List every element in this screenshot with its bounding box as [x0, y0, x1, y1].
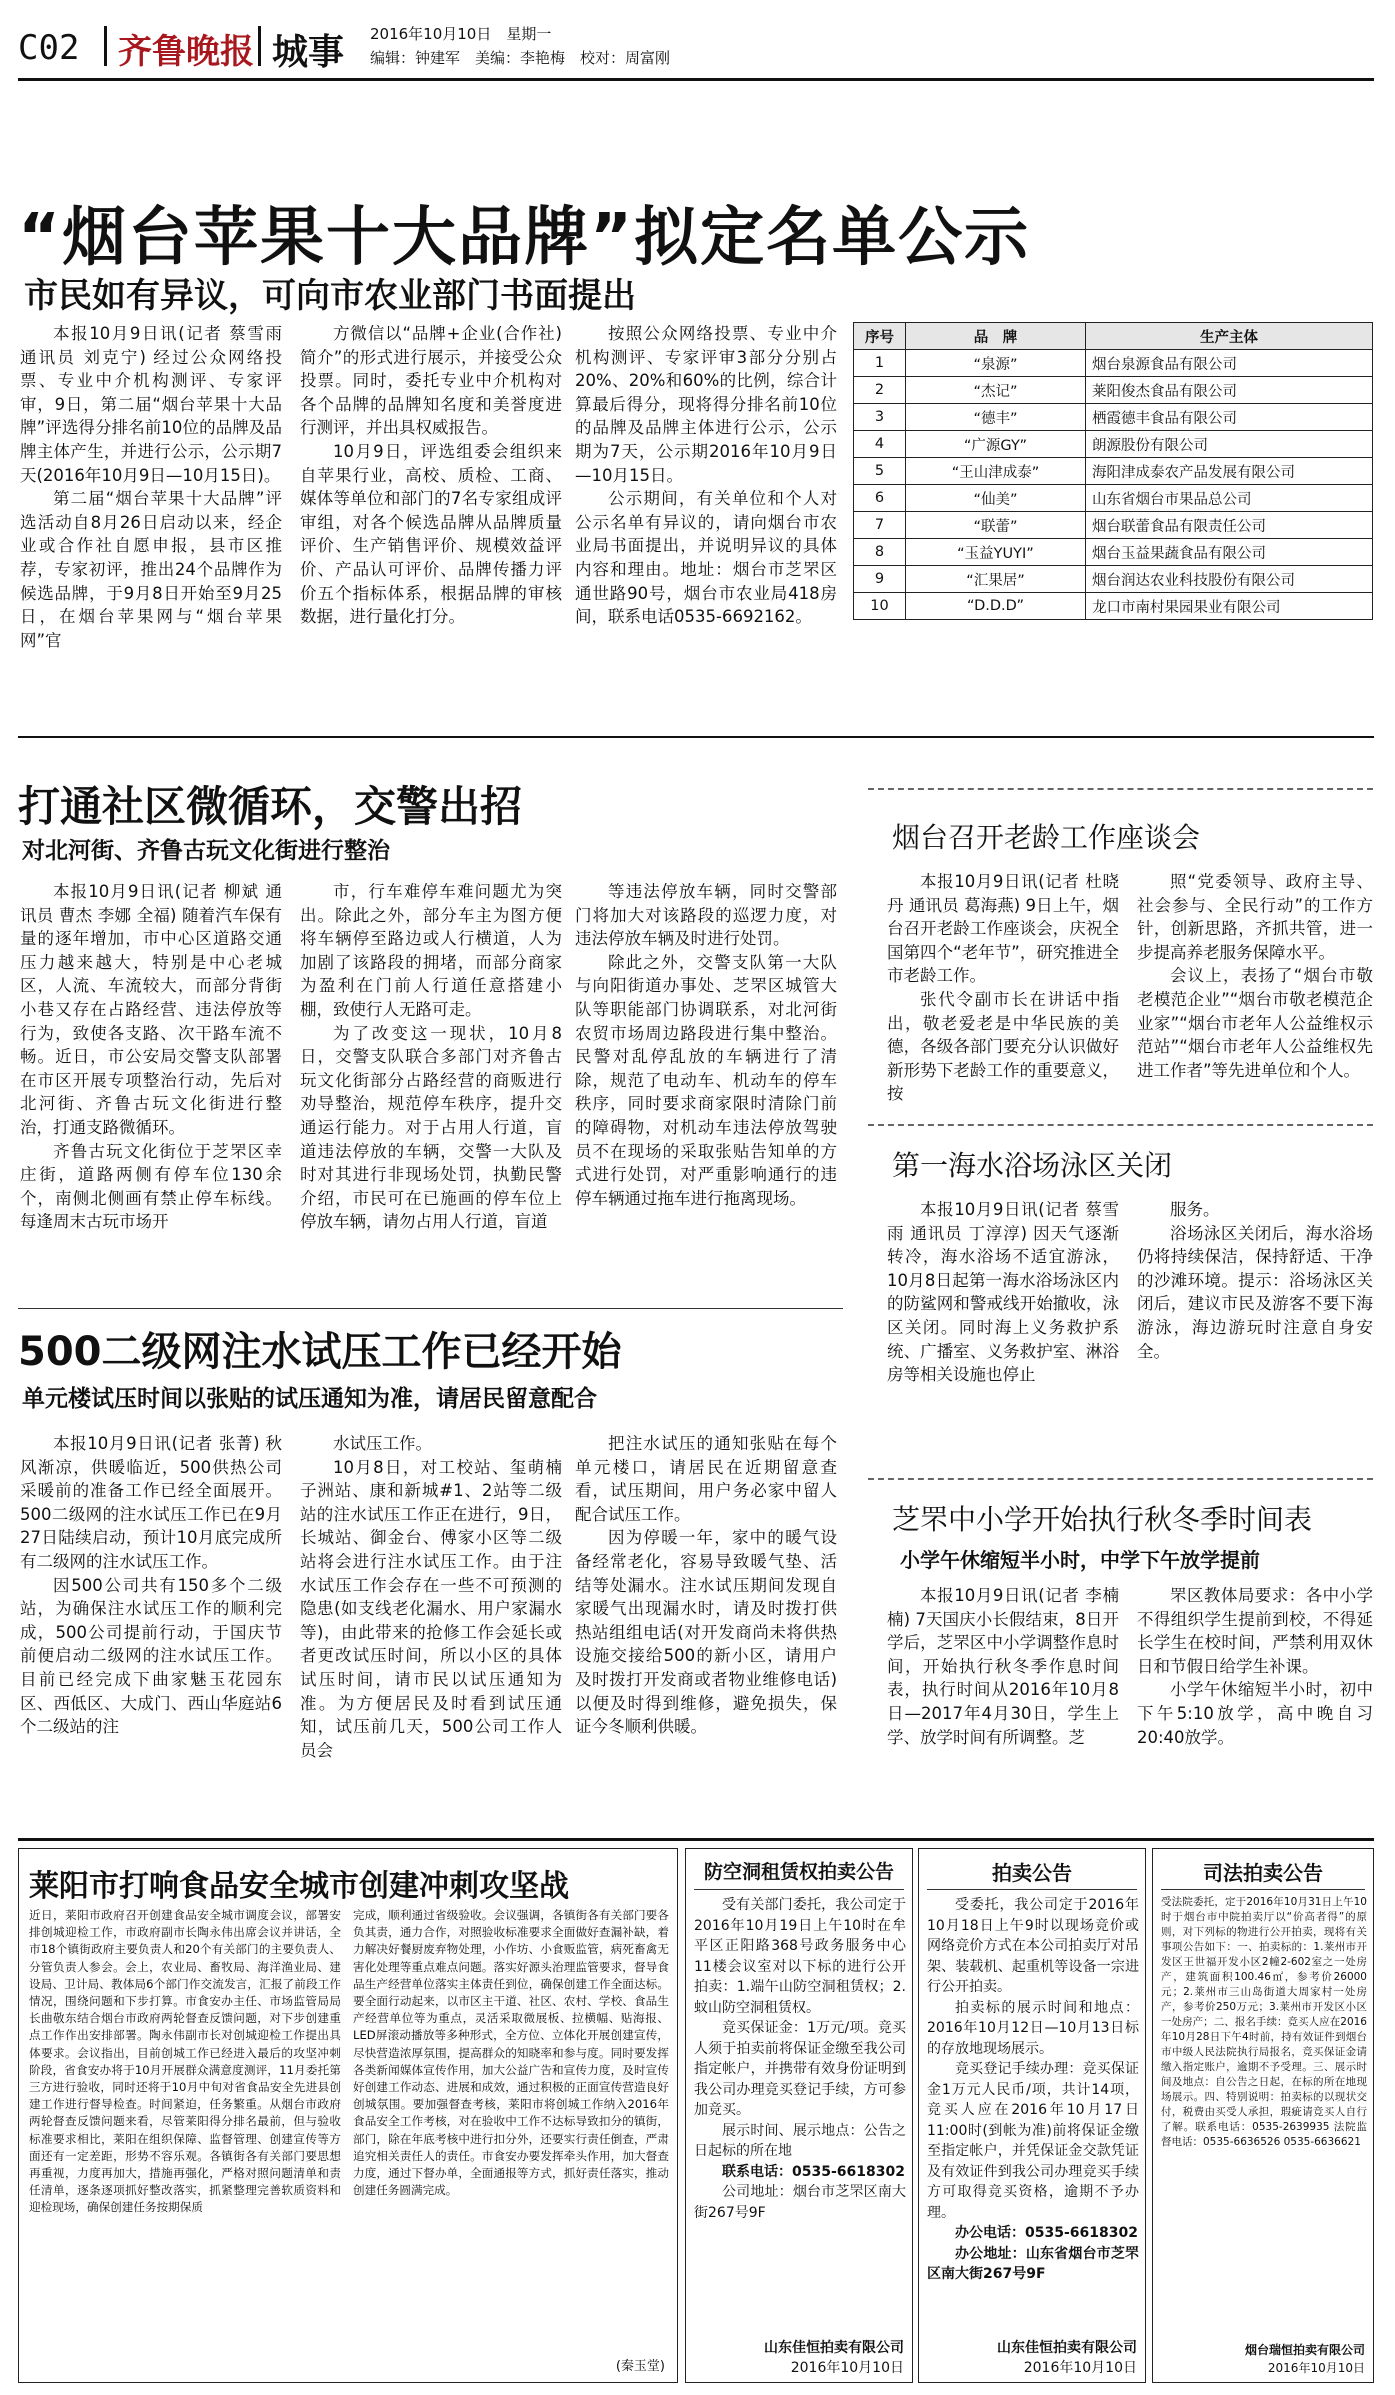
- ad-judicial-date: 2016年10月10日: [1267, 2361, 1365, 2375]
- ad-equipment-phone: 办公电话：0535-6618302: [955, 2225, 1138, 2241]
- producer-name: 栖霞德丰食品有限公司: [1086, 404, 1373, 431]
- para: 因为停暖一年，家中的暖气设备经常老化，容易导致暖气垫、活结等处漏水。注水试压期间发现自家暖气出现漏水时，请及时拨打供热站组组电话(对开发商尚未将供热设施交接给500的新小区，请用户及时拨打开发商或者物业维修电话)以便及时得到维修，避免损失，保证今冬顺利供暖。: [575, 1528, 837, 1737]
- producer-name: 莱阳俊杰食品有限公司: [1086, 377, 1373, 404]
- producer-name: 烟台玉益果蔬食品有限公司: [1086, 539, 1373, 566]
- article-elderly-col2: [1137, 870, 1373, 1110]
- subhead-heating: 单元楼试压时间以张贴的试压通知为准，请居民留意配合: [22, 1386, 597, 1412]
- para: 第二届“烟台苹果十大品牌”评选活动自8月26日启动以来，经企业或合作社自愿申报，县市区推荐，专家初评，推出24个品牌作为候选品牌，于9月8日开始至9月25日，在烟台苹果网与“烟台苹果网”官: [20, 489, 282, 650]
- para: 10月8日，对工校站、玺萌楠子洲站、康和新城#1、2站等二级站的注水试压工作正在进行，9日，长城站、御金台、傅家小区等二级站将会进行注水试压工作。由于注水试压工作会存在一些不可预测的隐患(如支线老化漏水、用户家漏水等)，由此带来的抢修工作会延长或者更改试压时间，所以小区的具体试压时间，请市民以试压通知为准。为方便居民及时看到试压通知，试压前几天，500公司工作人员会: [300, 1457, 562, 1760]
- headline-traffic: 打通社区微循环，交警出招: [18, 782, 523, 831]
- para: 公示期间，有关单位和个人对公示名单有异议的，请向烟台市农业局书面提出，并说明异议的具体内容和理由。地址：烟台市芝罘区通世路90号，烟台市农业局418房间，联系电话0535-6692162。: [575, 489, 837, 627]
- col-header: 序号: [854, 323, 906, 350]
- para: 按照公众网络投票、专业中介机构测评、专家评审3部分分别占20%、20%和60%的比例，综合计算最后得分，现将得分排名前10位的品牌及品牌主体进行公示，公示期为7天，公示期2016年10月9日—10月15日。: [575, 324, 837, 485]
- row-number: 9: [854, 566, 906, 593]
- article-traffic-col1: [20, 880, 282, 1292]
- ad-equipment-auction: [918, 1848, 1146, 2383]
- para: 拍卖标的展示时间和地点：2016年10月12日—10月13日标的存放地现场展示。: [927, 1999, 1139, 2057]
- para: 除此之外，交警支队第一大队与向阳街道办事处、芝罘区城管大队等职能部门协调联系，对北河街农贸市场周边路段进行集中整治。民警对乱停乱放的车辆进行了清除，规范了电动车、机动车的停车秩序，同时要求商家限时清除门前的障碍物，对机动车违法停放驾驶员不在现场的采取张贴告知单的方式进行处罚，对严重影响通行的违停车辆通过拖车进行拖离现场。: [575, 952, 837, 1208]
- ad-shelter-phone: 联系电话：0535-6618302: [722, 2163, 905, 2180]
- row-number: 3: [854, 404, 906, 431]
- producer-name: 烟台联蕾食品有限责任公司: [1086, 512, 1373, 539]
- para: 浴场泳区关闭后，海水浴场仍将持续保洁，保持舒适、干净的沙滩环境。提示：浴场泳区关闭后，建议市民及游客不要下海游泳，海边游玩时注意自身安全。: [1137, 1223, 1373, 1361]
- article-traffic-col3: [575, 880, 837, 1292]
- row-number: 7: [854, 512, 906, 539]
- para: 会议上，表扬了“烟台市敬老模范企业”“烟台市敬老模范企业家”“烟台市老年人公益维权示范站”“烟台市老年人公益维权先进工作者”等先进单位和个人。: [1137, 966, 1373, 1080]
- para: 方微信以“品牌+企业(合作社)简介”的形式进行展示，并接受公众投票。同时，委托专业中介机构对各个品牌的品牌知名度和美誉度进行测评，并出具权威报告。: [300, 324, 562, 438]
- table-header-row: [854, 323, 1373, 350]
- ad-food-safety-col2: 完成，顺利通过省级验收。会议强调，各镇街各有关部门要各负其责，通力合作，对照验收标准要求全面做好查漏补缺，着力解决好餐厨废弃物处理，小作坊、小食贩监管，病死畜禽无害化处理等重点难点问题。落实好源头治理监管要求，督导食品生产经营单位落实主体责任到位，确保创建工作全面达标。要全面行动起来，以市区主干道、社区、农村、学校、食品生产经营单位等为重点，灵活采取微展板、拉横幅、贴海报、LED屏滚动播放等多种形式，全方位、立体化开展创建宣传，尽快营造浓厚氛围，提高群众的知晓率和参与度。同时要发挥各类新闻媒体宣传作用，加大公益广告和宣传力度，及时宣传好创建工作动态、进展和成效，通过积极的正面宣传营造良好创城氛围。要加强督查考核，莱阳市将创城工作纳入2016年食品安全工作考核，对在验收中工作不达标导致扣分的镇街，部门，除在年底考核中进行扣分外，还要实行责任倒查，严肃追究相关责任人的责任。市食安办要发挥牵头作用，加大督查力度，通过下督办单，全面通报等方式，抓好责任落实，推动创建任务圆满完成。: [353, 1908, 669, 2198]
- row-number: 10: [854, 593, 906, 620]
- para: 小学午休缩短半小时，初中下午5:10放学，高中晚自习20:40放学。: [1137, 1680, 1373, 1747]
- ad-shelter-auction: [685, 1848, 913, 2383]
- article-heating-col2: [300, 1432, 562, 1820]
- brand-name: “泉源”: [906, 350, 1086, 377]
- para: 市，行车难停车难问题尤为突出。除此之外，部分车主为图方便将车辆停至路边或人行横道，人为加剧了该路段的拥堵，而部分商家为盈利在门前人行道任意搭建小棚，致使行人无路可走。: [300, 882, 562, 1019]
- ad-food-safety-col1: 近日，莱阳市政府召开创建食品安全城市调度会议，部署安排创城迎检工作，市政府副市长陶永伟出席会议并讲话，全市18个镇街政府主要负责人和20个有关部门的主要负责人、分管负责人参会。会上，农业局、畜牧局、海洋渔业局、建设局、卫计局、教体局6个部门作交流发言，汇报了前段工作情况，围绕问题和下步打算。市食安办主任、市场监管局局长曲敬东结合烟台市政府两轮督查反馈问题，对下步创建重点工作作出安排部署。陶永伟副市长对创城迎检工作提出具体要求。会议指出，目前创城工作已经进入最后的攻坚冲刺阶段，省食安办将于10月开展群众满意度测评，11月委托第三方进行验收，同时还将于10月中旬对省食品安全先进县创建工作进行督导检查。时间紧迫，任务繁重。从烟台市政府两轮督查反馈问题来看，尽管莱阳得分排名最前，但与验收标准要求相比，莱阳在组织保障、监督管理、创建宣传等方面还有一定差距，形势不容乐观。各镇街各有关部门要思想再重视，力度再加大，措施再强化，严格对照问题清单和责任清单，逐条逐项抓好整改落实，抓紧整理完善软质资料和迎检现场，确保创建任务按期保质: [29, 1908, 341, 2215]
- header-date: 2016年10月10日 星期一: [370, 25, 552, 43]
- section-rule: [18, 1308, 843, 1309]
- para: 服务。: [1170, 1200, 1220, 1219]
- producer-name: 烟台泉源食品有限公司: [1086, 350, 1373, 377]
- producer-name: 烟台润达农业科技股份有限公司: [1086, 566, 1373, 593]
- ad-judicial-title: 司法拍卖公告: [1203, 1861, 1323, 1885]
- para: 10月9日，评选组委会组织来自苹果行业，高校、质检、工商、媒体等单位和部门的7名专家组成评审组，对各个候选品牌从品牌质量评价、生产销售评价、规模效益评价、产品认可评价、品牌传播力评价五个指标体系，根据品牌的审核数据，进行量化打分。: [300, 441, 562, 627]
- page-number: C02: [18, 28, 80, 68]
- para: 把注水试压的通知张贴在每个单元楼口，请居民在近期留意查看，试压期间，用户务必家中留人配合试压工作。: [575, 1434, 837, 1524]
- para: 等违法停放车辆，同时交警部门将加大对该路段的巡逻力度，对违法停放车辆及时进行处罚。: [575, 882, 837, 949]
- article-schedule-col1: [887, 1584, 1119, 1824]
- table-row: [854, 431, 1373, 458]
- para: 受有关部门委托，我公司定于2016年10月19日上午10时在牟平区正阳路368号政务服务中心11楼会议室对以下标的进行公开拍卖：1.端午山防空洞租赁权；2.蚊山防空洞租赁权。: [694, 1897, 906, 2016]
- para: 本报10月9日讯(记者 柳斌 通讯员 曹杰 李娜 全福) 随着汽车保有量的逐年增加，市中心区道路交通压力越来越大，特别是中心老城区，人流、车流较大，而部分背街小巷又存在占路经营、违法停放等行为，致使各支路、次干路车流不畅。近日，市公安局交警支队部署在市区开展专项整治行动，先后对北河街、齐鲁古玩文化街进行整治，打通支路微循环。: [20, 882, 282, 1137]
- table-row: [854, 593, 1373, 620]
- ad-shelter-company: 山东佳恒拍卖有限公司: [764, 2340, 904, 2356]
- table-row: [854, 377, 1373, 404]
- headline-apple-brands: “烟台苹果十大品牌”拟定名单公示: [18, 201, 1031, 275]
- para: 照“党委领导、政府主导、社会参与、全民行动”的工作方针，创新思路，齐抓共管，进一步提高养老服务保障水平。: [1137, 872, 1373, 962]
- header-rule: [18, 78, 1374, 81]
- ad-equipment-address: 办公地址：山东省烟台市芝罘区南大街267号9F: [927, 2245, 1139, 2282]
- producer-name: 山东省烟台市果品总公司: [1086, 485, 1373, 512]
- table-row: [854, 404, 1373, 431]
- article-apple-col2: [300, 322, 562, 724]
- ad-equipment-body: [927, 1895, 1139, 2335]
- producer-name: 龙口市南村果园果业有限公司: [1086, 593, 1373, 620]
- ad-equipment-company: 山东佳恒拍卖有限公司: [997, 2340, 1137, 2356]
- brand-name: “联蕾”: [906, 512, 1086, 539]
- table-row: [854, 566, 1373, 593]
- ad-judicial-auction: [1152, 1848, 1374, 2383]
- divider: [258, 26, 261, 66]
- producer-name: 海阳津成泰农产品发展有限公司: [1086, 458, 1373, 485]
- ad-food-safety-sign: (秦玉堂): [615, 2359, 665, 2374]
- para: 展示时间、展示地点：公告之日起标的所在地: [694, 2122, 906, 2159]
- article-traffic-col2: [300, 880, 562, 1292]
- brand-name: “德丰”: [906, 404, 1086, 431]
- ad-shelter-title: 防空洞租赁权拍卖公告: [703, 1861, 894, 1883]
- brand-name: “王山津成泰”: [906, 458, 1086, 485]
- ad-shelter-body: [694, 1895, 906, 2335]
- article-heating-col1: [20, 1432, 282, 1820]
- row-number: 5: [854, 458, 906, 485]
- divider: [694, 1889, 904, 1890]
- row-number: 4: [854, 431, 906, 458]
- brand-table: [853, 322, 1373, 620]
- para: 本报10月9日讯(记者 蔡雪雨 通讯员 丁淳淳) 因天气逐渐转冷，海水浴场不适宜游泳，10月8日起第一海水浴场泳区内的防鲨网和警戒线开始撤收，泳区关闭。同时海上义务救护系统、广播室、义务救护室、淋浴房等相关设施也停止: [887, 1200, 1119, 1385]
- para: 竞买登记手续办理：竞买保证金1万元人民币/项，共计14项，竞买人应在2016年10月17日11:00时(到帐为准)前将保证金缴至指定帐户，并凭保证金交款凭证及有效证件到我公司办理竞买手续方可取得竞买资格，逾期不予办理。: [927, 2061, 1139, 2221]
- para: 齐鲁古玩文化街位于芝罘区幸庄街，道路两侧有停车位130余个，南侧北侧画有禁止停车标线。每逢周末古玩市场开: [20, 1141, 282, 1232]
- article-schedule-col2: [1137, 1584, 1373, 1824]
- ad-judicial-body: 受法院委托，定于2016年10月31日上午10时于烟台市中院拍卖厅以“价高者得”的原则，对下列标的物进行公开拍卖，现将有关事项公告如下：一、拍卖标的：1.莱州市开发区王世福开发小区2幢2-602室之一处房产，建筑面积100.46㎡，参考价26000元；2.莱州市三山岛街道大周家村一处房产，参考价250万元；3.莱州市开发区小区一处房产；二、报名手续：竞买人应在2016年10月28日下午4时前，持有效证件到烟台市中级人民法院执行局报名，竞买保证金请缴入指定账户，逾期不予受理。三、展示时间及地点：自公告之日起，在标的所在地现场展示。四、特别说明：拍卖标的以现状交付，税费由买受人承担，瑕疵请竞买人自行了解。联系电话：0535-2639935 法院监督电话：0535-6636526 0535-6636621: [1161, 1896, 1367, 2148]
- brand-name: “杰记”: [906, 377, 1086, 404]
- divider: [927, 1889, 1137, 1890]
- dashed-rule: [868, 1124, 1373, 1126]
- ad-shelter-date: 2016年10月10日: [790, 2360, 904, 2376]
- row-number: 2: [854, 377, 906, 404]
- brand-name: “广源GY”: [906, 431, 1086, 458]
- article-heating-col3: [575, 1432, 837, 1820]
- article-beach-col1: [887, 1198, 1119, 1424]
- header-editors: 编辑：钟建军 美编：李艳梅 校对：周富刚: [370, 49, 671, 67]
- table-row: [854, 458, 1373, 485]
- ad-equipment-date: 2016年10月10日: [1023, 2360, 1137, 2376]
- headline-elderly: 烟台召开老龄工作座谈会: [892, 821, 1201, 854]
- article-apple-col1: [20, 322, 282, 724]
- dashed-rule: [868, 1478, 1373, 1480]
- brand-name: “仙美”: [906, 485, 1086, 512]
- para: 张代令副市长在讲话中指出，敬老爱老是中华民族的美德，各级各部门要充分认识做好新形势下老龄工作的重要意义，按: [887, 989, 1119, 1104]
- subhead-traffic: 对北河街、齐鲁古玩文化街进行整治: [22, 838, 390, 864]
- col-header: 生产主体: [1086, 323, 1373, 350]
- section-name: 城事: [272, 32, 345, 73]
- newspaper-logo: 齐鲁晚报: [118, 32, 254, 72]
- subhead-apple-brands: 市民如有异议，可向市农业部门书面提出: [24, 276, 636, 316]
- divider: [1161, 1889, 1365, 1890]
- brand-name: “汇果居”: [906, 566, 1086, 593]
- ad-judicial-company: 烟台瑞恒拍卖有限公司: [1244, 2343, 1365, 2357]
- table-row: [854, 539, 1373, 566]
- para: 本报10月9日讯(记者 李楠楠) 7天国庆小长假结束，8日开学后，芝罘区中小学调整作息时间，开始执行秋冬季作息时间表，执行时间从2016年10月8日—2017年4月30日，学生上学、放学时间有所调整。芝: [887, 1586, 1119, 1747]
- ad-equipment-title: 拍卖公告: [992, 1861, 1072, 1885]
- para: 本报10月9日讯(记者 杜晓丹 通讯员 葛海燕) 9日上午，烟台召开老龄工作座谈会，庆祝全国第四个“老年节”，研究推进全市老龄工作。: [887, 872, 1119, 986]
- headline-schedule: 芝罘中小学开始执行秋冬季时间表: [892, 1503, 1313, 1536]
- subhead-schedule: 小学午休缩短半小时，中学下午放学提前: [900, 1548, 1260, 1572]
- table-row: [854, 485, 1373, 512]
- col-header: 品 牌: [906, 323, 1086, 350]
- ad-food-safety: [18, 1848, 678, 2383]
- para: 本报10月9日讯(记者 蔡雪雨 通讯员 刘克宁) 经过公众网络投票、专业中介机构测评、专家评审，9日，第二届“烟台苹果十大品牌”评选得分排名前10位的品牌及品牌主体产生，并进行公示，公示期7天(2016年10月9日—10月15日)。: [20, 324, 282, 485]
- ad-food-safety-title: 莱阳市打响食品安全城市创建冲刺攻坚战: [29, 1869, 569, 1904]
- ad-shelter-address: 公司地址：烟台市芝罘区南大街267号9F: [694, 2184, 906, 2221]
- ad-section-rule: [18, 1838, 1374, 1841]
- article-beach-col2: [1137, 1198, 1373, 1424]
- brand-name: “玉益YUYI”: [906, 539, 1086, 566]
- headline-beach: 第一海水浴场泳区关闭: [892, 1149, 1173, 1182]
- para: 水试压工作。: [333, 1434, 432, 1453]
- para: 因500公司共有150多个二级站，为确保注水试压工作的顺利完成，500公司提前行动，于国庆节前便启动二级网的注水试压工作。目前已经完成下曲家魅玉花园东区、西低区、大成门、西山华庭站6个二级站的注: [20, 1575, 282, 1737]
- headline-heating: 500二级网注水试压工作已经开始: [18, 1329, 622, 1375]
- row-number: 1: [854, 350, 906, 377]
- producer-name: 朗源股份有限公司: [1086, 431, 1373, 458]
- para: 为了改变这一现状，10月8日，交警支队联合多部门对齐鲁古玩文化街部分占路经营的商贩进行劝导整治，规范停车秩序，提升交通运行能力。对于占用人行道，盲道违法停放的车辆，交警一大队及时对其进行非现场处罚，执勤民警介绍，市民可在已施画的停车位上停放车辆，请勿占用人行道，盲道: [300, 1023, 562, 1232]
- dashed-rule: [868, 788, 1373, 790]
- row-number: 8: [854, 539, 906, 566]
- brand-name: “D.D.D”: [906, 593, 1086, 620]
- table-row: [854, 350, 1373, 377]
- header-meta: [370, 22, 670, 70]
- divider: [104, 26, 107, 66]
- article-apple-col3: [575, 322, 837, 724]
- para: 竞买保证金：1万元/项。竞买人须于拍卖前将保证金缴至我公司指定帐户，并携带有效身份证明到我公司办理竞买登记手续，方可参加竞买。: [694, 2020, 906, 2118]
- table-row: [854, 512, 1373, 539]
- article-elderly-col1: [887, 870, 1119, 1110]
- para: 受委托，我公司定于2016年10月18日上午9时以现场竞价或网络竞价方式在本公司拍卖厅对吊架、装载机、起重机等设备一宗进行公开拍卖。: [927, 1897, 1139, 1995]
- para: 本报10月9日讯(记者 张菁) 秋风渐凉，供暖临近，500供热公司采暖前的准备工作已经全面展开。500二级网的注水试压工作已在9月27日陆续启动，预计10月底完成所有二级网的注水试压工作。: [20, 1434, 282, 1571]
- section-rule: [18, 736, 1374, 738]
- row-number: 6: [854, 485, 906, 512]
- para: 罘区教体局要求：各中小学不得组织学生提前到校，不得延长学生在校时间，严禁利用双休日和节假日给学生补课。: [1137, 1586, 1373, 1676]
